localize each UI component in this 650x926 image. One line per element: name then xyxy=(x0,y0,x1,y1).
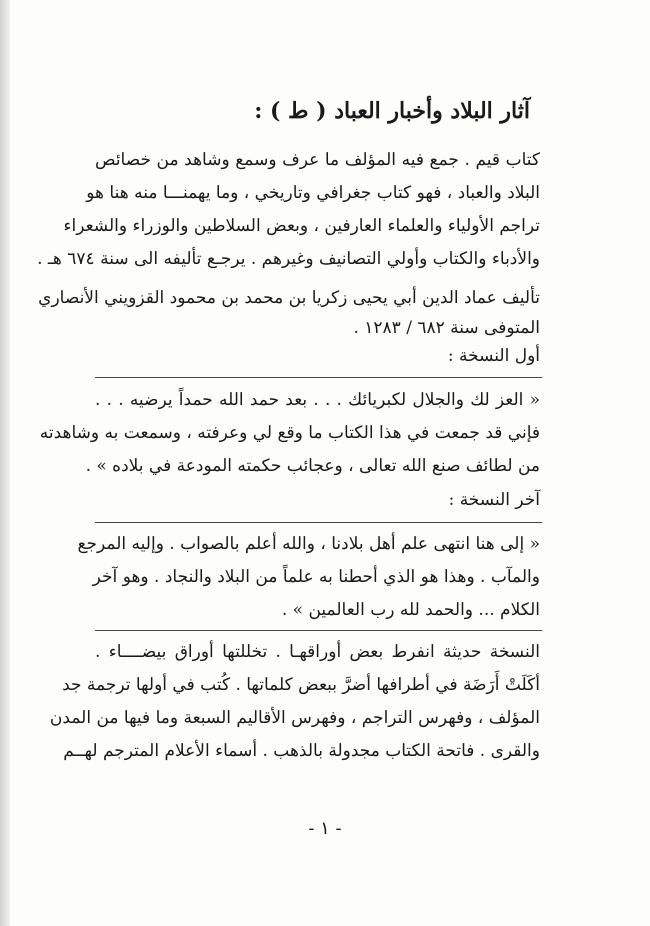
description-line-2: أكَلَتْ أَرَضَة في أطرافها أضرَّ ببعض كلماتها . كُتب في أولها ترجمة جد xyxy=(62,675,540,695)
book-title-heading: آثار البلاد وأخبار العباد ( ط ) : xyxy=(254,98,530,124)
first-line-2: فإني قد جمعت في هذا الكتاب ما وقع لي وعرفته ، وسمعت به وشاهدته xyxy=(39,423,540,443)
description-line-4: والقرى . فاتحة الكتاب مجدولة بالذهب . أسماء الأعلام المترجم لهــم xyxy=(63,741,540,761)
description-section-rule xyxy=(95,630,542,631)
first-of-copy-label: أول النسخة : xyxy=(447,346,540,366)
intro-line-1: كتاب قيم . جمع فيه المؤلف ما عرف وسمع وشاهد من خصائص xyxy=(95,150,540,170)
intro-line-2: البلاد والعباد ، فهو كتاب جغرافي وتاريخي ، وما يهمنـــا منه هنا هو xyxy=(86,183,540,203)
intro-line-4: والأدباء والكتاب وأولي التصانيف وغيرهم . يرجـع تأليفه الى سنة ٦٧٤ هـ . xyxy=(37,249,540,269)
page-number: - ١ - xyxy=(308,818,342,839)
author-line-2: المتوفى سنة ٦٨٢ / ١٢٨٣ . xyxy=(353,318,540,338)
author-line-1: تأليف عماد الدين أبي يحيى زكريا بن محمد بن محمود القزويني الأنصاري xyxy=(38,288,540,308)
description-line-1: النسخة حديثة انفرط بعض أوراقهـا . تخللتها أوراق بيضــــاء . xyxy=(95,642,540,662)
scan-edge-shadow xyxy=(0,0,10,926)
last-line-2: والمآب . وهذا هو الذي أحطنا به علماً من البلاد والنجاد . وهو آخر xyxy=(92,567,540,587)
first-line-1: « العز لك والجلال لكبريائك . . . بعد حمد الله حمداً يرضيه . . . xyxy=(95,390,540,410)
first-section-rule xyxy=(95,377,542,378)
first-line-3: من لطائف صنع الله تعالى ، وعجائب حكمته المودعة في بلاده » . xyxy=(85,456,540,476)
description-line-3: المؤلف ، وفهرس التراجم ، وفهرس الأقاليم السبعة وما فيها من المدن xyxy=(49,708,540,728)
last-line-3: الكلام ... والحمد لله رب العالمين » . xyxy=(281,600,540,620)
last-line-1: « إلى هنا انتهى علم أهل بلادنا ، والله أعلم بالصواب . وإليه المرجع xyxy=(77,534,540,554)
intro-line-3: تراجم الأولياء والعلماء العارفين ، وبعض السلاطين والوزراء والشعراء xyxy=(63,216,540,236)
last-section-rule xyxy=(95,522,542,523)
last-of-copy-label: آخر النسخة : xyxy=(448,490,540,510)
